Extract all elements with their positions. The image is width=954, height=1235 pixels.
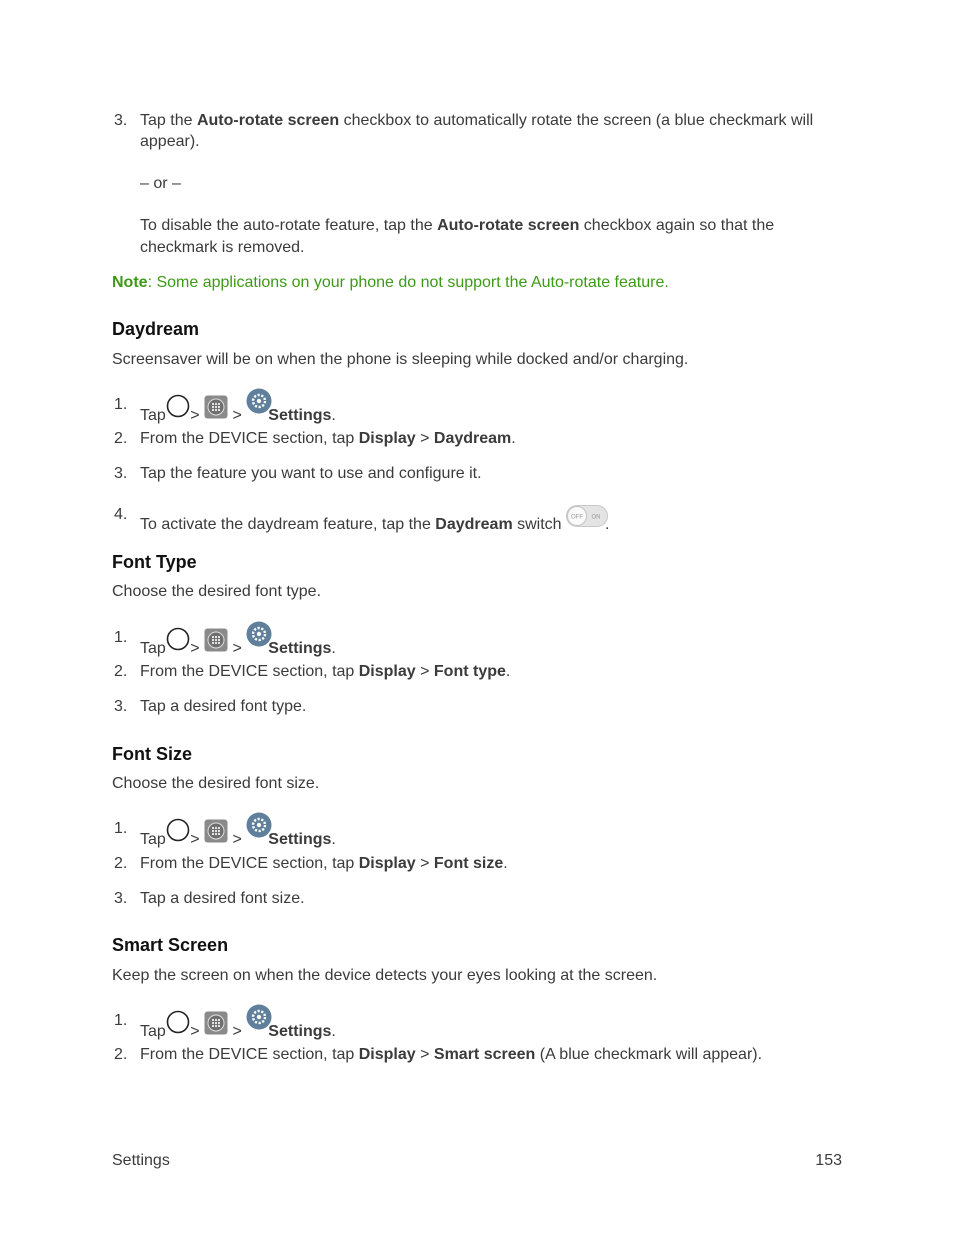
note-text: : Some applications on your phone do not support the Auto-rotate feature. — [147, 274, 669, 291]
step-tap-settings — [140, 1004, 336, 1049]
switch-on-label: ON — [591, 514, 601, 521]
text: > — [415, 663, 434, 680]
step-text — [140, 428, 516, 450]
text: > — [232, 1023, 242, 1040]
apps-grid-icon — [204, 628, 228, 652]
ui-term: Settings — [268, 640, 332, 657]
step-text — [140, 1044, 762, 1066]
text: > — [232, 407, 242, 424]
ui-term: Smart screen — [433, 1046, 536, 1063]
step-number: 2. — [114, 663, 128, 680]
toggle-switch-icon — [566, 505, 608, 527]
text: (A blue checkmark will appear). — [535, 1046, 763, 1063]
ui-term: Auto-rotate screen — [196, 112, 340, 129]
text: > — [232, 640, 242, 657]
step-text: Tap the feature you want to use and configure it. — [140, 465, 482, 482]
apps-grid-icon — [204, 395, 228, 419]
ui-term: Display — [358, 855, 416, 872]
note-label: Note — [112, 274, 148, 291]
text: From the DEVICE section, tap — [140, 430, 359, 447]
text: checkbox again so that the — [579, 217, 775, 234]
page-number: 153 — [815, 1152, 842, 1169]
step-number: 2. — [114, 430, 128, 447]
text: . — [331, 640, 336, 657]
step-number: 3. — [114, 465, 128, 482]
ui-term: Settings — [268, 831, 332, 848]
apps-grid-icon — [204, 1011, 228, 1035]
step-text: Tap a desired font size. — [140, 890, 305, 907]
text: To disable the auto-rotate feature, tap the — [140, 217, 438, 234]
ui-term: Daydream — [433, 430, 512, 447]
text: > — [190, 407, 200, 424]
step-number: 1. — [114, 396, 128, 413]
step-number: 2. — [114, 855, 128, 872]
text: . — [505, 663, 511, 680]
step-text: Tap a desired font type. — [140, 698, 307, 715]
step-number: 1. — [114, 1012, 128, 1029]
home-circle-icon — [166, 394, 190, 418]
text: From the DEVICE section, tap — [140, 1046, 359, 1063]
text: . — [511, 430, 516, 447]
section-heading-font-type: Font Type — [112, 552, 197, 572]
text: > — [190, 1023, 200, 1040]
section-description: Keep the screen on when the device detects your eyes looking at the screen. — [112, 967, 658, 984]
home-circle-icon — [166, 627, 190, 651]
section-description: Choose the desired font type. — [112, 583, 322, 600]
step-number: 3. — [114, 698, 128, 715]
text: Tap — [140, 831, 166, 848]
note — [112, 272, 669, 294]
section-heading-smart-screen: Smart Screen — [112, 935, 229, 955]
step-text — [140, 110, 813, 132]
text: . — [331, 1023, 336, 1040]
text: > — [415, 1046, 434, 1063]
section-heading-daydream: Daydream — [112, 319, 200, 339]
text: > — [415, 855, 434, 872]
ui-term: Daydream — [435, 516, 513, 533]
ui-term: Display — [358, 663, 416, 680]
ui-term: Auto-rotate screen — [437, 217, 580, 234]
step-number: 3. — [114, 112, 128, 129]
text: . — [331, 407, 336, 424]
step-number: 1. — [114, 629, 128, 646]
text: . — [331, 831, 336, 848]
step-number: 4. — [114, 506, 128, 523]
text: > — [415, 430, 434, 447]
text: checkbox to automatically rotate the screen (a blue checkmark will — [339, 112, 814, 129]
step-number: 2. — [114, 1046, 128, 1063]
switch-off-label: OFF — [571, 514, 584, 521]
step-tap-settings — [140, 621, 336, 666]
step-tap-settings — [140, 812, 336, 857]
step-text — [140, 853, 508, 875]
text: Tap the — [140, 112, 197, 129]
section-description: Screensaver will be on when the phone is sleeping while docked and/or charging. — [112, 351, 689, 368]
ui-term: Settings — [268, 407, 332, 424]
text: From the DEVICE section, tap — [140, 855, 359, 872]
footer-section: Settings — [112, 1152, 170, 1169]
text: To activate the daydream feature, tap the — [140, 516, 436, 533]
step-tap-settings — [140, 388, 336, 433]
text: > — [190, 831, 200, 848]
text: From the DEVICE section, tap — [140, 663, 359, 680]
text: . — [605, 516, 610, 533]
text: Tap — [140, 407, 166, 424]
ui-term: Font type — [433, 663, 506, 680]
disable-text-cont: checkmark is removed. — [140, 239, 305, 256]
step-text-cont: appear). — [140, 133, 200, 150]
step-number: 3. — [114, 890, 128, 907]
text: Tap — [140, 1023, 166, 1040]
home-circle-icon — [166, 818, 190, 842]
section-description: Choose the desired font size. — [112, 775, 320, 792]
ui-term: Settings — [268, 1023, 332, 1040]
text: > — [232, 831, 242, 848]
disable-text — [140, 215, 774, 237]
home-circle-icon — [166, 1010, 190, 1034]
text: switch — [512, 516, 562, 533]
ui-term: Display — [358, 430, 416, 447]
text: > — [190, 640, 200, 657]
or-separator: – or – — [140, 175, 181, 192]
apps-grid-icon — [204, 819, 228, 843]
text: . — [503, 855, 508, 872]
text: Tap — [140, 640, 166, 657]
ui-term: Display — [358, 1046, 416, 1063]
step-text — [140, 505, 609, 536]
section-heading-font-size: Font Size — [112, 744, 192, 764]
ui-term: Font size — [433, 855, 504, 872]
step-text — [140, 661, 510, 683]
step-number: 1. — [114, 820, 128, 837]
